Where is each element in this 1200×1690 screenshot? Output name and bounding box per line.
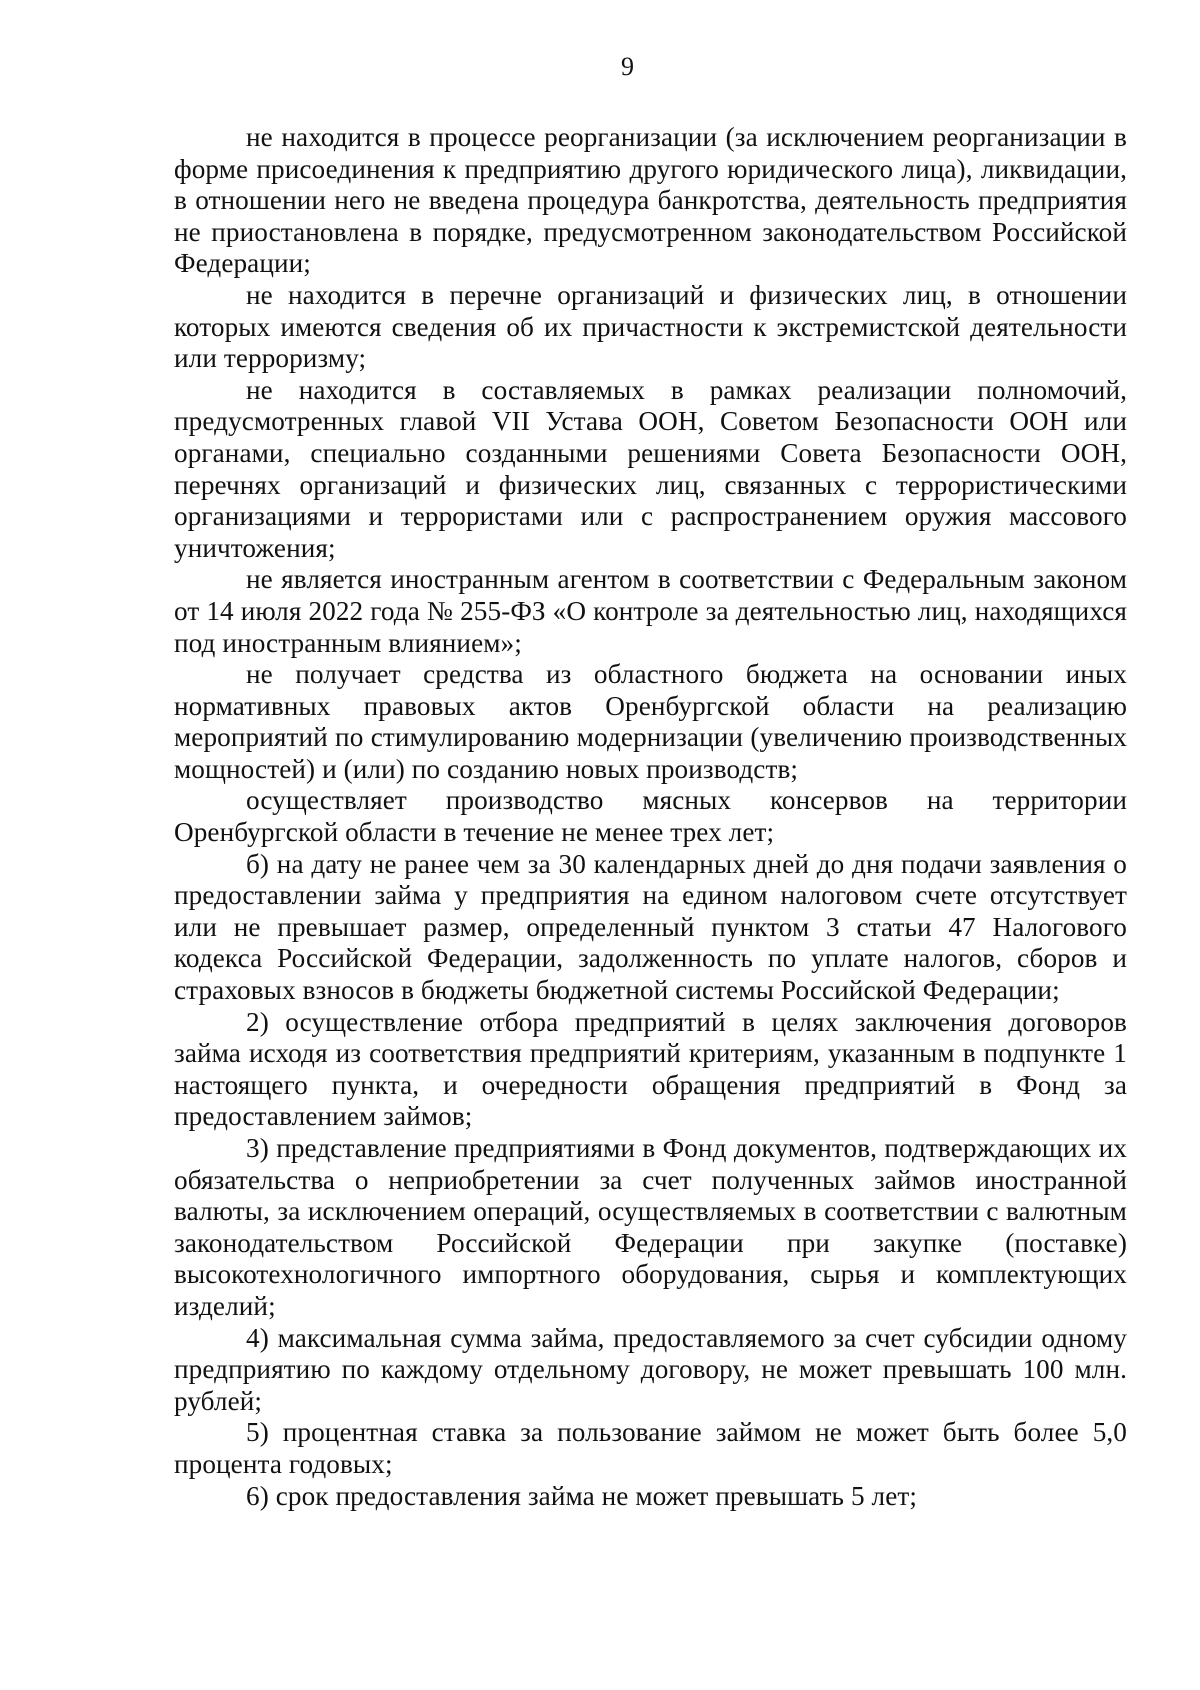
paragraph-item-5-interest-rate: 5) процентная ставка за пользование займом не может быть более 5,0 процента годовых; <box>174 1417 1127 1479</box>
paragraph-reorganization: не находится в процессе реорганизации (за исключением реорганизации в форме присоединения к предприятию другого юридического лица), ликвидации, в отношении него не введена процедура банкротства, деятельность предприятия не приостановлена в порядке, предусмотренном законодательством Российской Федерации; <box>174 122 1127 279</box>
paragraph-regional-budget: не получает средства из областного бюджета на основании иных нормативных правовых актов Оренбургской области на реализацию мероприятий по стимулированию модернизации (увеличению производственных мощностей) и (или) по созданию новых производств; <box>174 659 1127 784</box>
paragraph-item-4-max-amount: 4) максимальная сумма займа, предоставляемого за счет субсидии одному предприятию по каждому отдельному договору, не может превышать 100 млн. рублей; <box>174 1322 1127 1416</box>
paragraph-item-2-selection: 2) осуществление отбора предприятий в целях заключения договоров займа исходя из соответствия предприятий критериям, указанным в подпункте 1 настоящего пункта, и очередности обращения предприятий в Фонд за предоставлением займов; <box>174 1006 1127 1132</box>
paragraph-item-6-term: 6) срок предоставления займа не может превышать 5 лет; <box>246 1480 918 1511</box>
paragraph-un-sanctions-list: не находится в составляемых в рамках реализации полномочий, предусмотренных главой VII Устава ООН, Советом Безопасности ООН или органами, специально созданными решениями Совета Безопасности ООН, перечнях организаций и физических лиц, связанных с террористическими организациями и террористами или с распространением оружия массового уничтожения; <box>174 374 1127 563</box>
page-number: 9 <box>621 52 634 81</box>
paragraph-foreign-agent: не является иностранным агентом в соответствии с Федеральным законом от 14 июля 2022 года № 255-ФЗ «О контроле за деятельностью лиц, находящихся под иностранным влиянием»; <box>174 564 1127 658</box>
paragraph-canned-meat-production: осуществляет производство мясных консервов на территории Оренбургской области в течение не менее трех лет; <box>174 785 1127 848</box>
paragraph-item-3-documents: 3) представление предприятиями в Фонд документов, подтверждающих их обязательства о неприобретении за счет полученных займов иностранной валюты, за исключением операций, осуществляемых в соответствии с валютным законодательством Российской Федерации при закупке (поставке) высокотехнологичного импортного оборудования, сырья и комплектующих изделий; <box>174 1133 1127 1321</box>
paragraph-extremism-list: не находится в перечне организаций и физических лиц, в отношении которых имеются сведения об их причастности к экстремистской деятельности или терроризму; <box>174 279 1127 374</box>
paragraph-tax-debt: б) на дату не ранее чем за 30 календарных дней до дня подачи заявления о предоставлении займа у предприятия на едином налоговом счете отсутствует или не превышает размер, определенный пунктом 3 статьи 47 Налогового кодекса Российской Федерации, задолженность по уплате налогов, сборов и страховых взносов в бюджеты бюджетной системы Российской Федерации; <box>174 848 1127 1006</box>
document-body <box>174 122 1127 1512</box>
